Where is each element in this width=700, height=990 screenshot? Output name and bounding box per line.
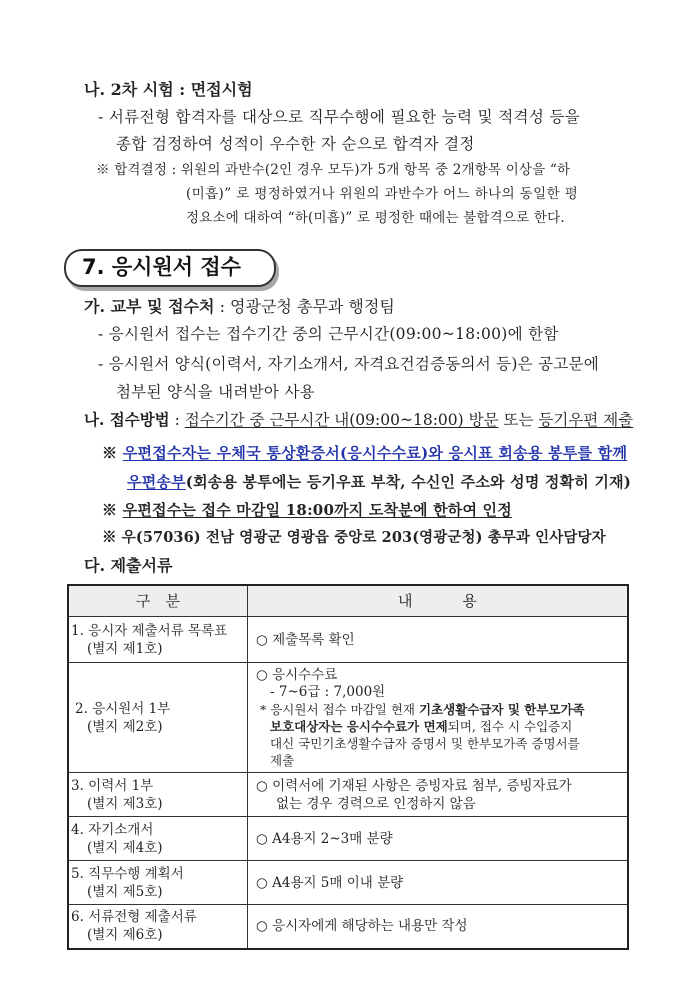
content-line2: - 7~6급 : 7,000원 [270, 683, 386, 700]
row-category [68, 861, 248, 905]
interview-heading-title: 면접시험 [190, 80, 253, 99]
ga-line [84, 297, 395, 317]
content-text: ○ A4용지 5매 이내 분량 [256, 874, 404, 891]
na-note1-line1 [102, 443, 627, 463]
table-row [68, 663, 628, 773]
row-category [68, 617, 248, 663]
table-row [68, 861, 628, 905]
category-line1: 5. 직무수행 계획서 [71, 865, 184, 882]
fee-note-prefix: * 응시원서 접수 마감일 현재 [260, 701, 419, 717]
interview-heading [84, 80, 253, 100]
content-line1: ○ 이력서에 기재된 사항은 증빙자료 첨부, 증빙자료가 [256, 777, 572, 794]
interview-note-line3: 정요소에 대하여 “하(미흡)” 로 평정한 때에는 불합격으로 한다. [186, 210, 565, 226]
category-line1: 2. 응시원서 1부 [75, 700, 171, 717]
ga-value: 영광군청 총무과 행정팀 [230, 297, 395, 316]
row-content [248, 663, 629, 773]
category-line2: (별지 제2호) [87, 718, 163, 735]
table-row [68, 773, 628, 817]
na-label: 나. 접수방법 [84, 410, 170, 429]
fee-waiver-note-line2 [254, 718, 621, 735]
ga-bullet2-line2: 첨부된 양식을 내려받아 사용 [116, 383, 315, 401]
header-category: 구 분 [68, 585, 248, 617]
category-line2: (별지 제5호) [87, 883, 163, 900]
na-note1-line2 [127, 472, 631, 492]
category-line2: (별지 제4호) [87, 839, 163, 856]
row-category [68, 817, 248, 861]
content-line2: 없는 경우 경력으로 인정하지 않음 [276, 795, 476, 812]
ga-bullet1: - 응시원서 접수는 접수기간 중의 근무시간(09:00~18:00)에 한함 [98, 325, 559, 343]
row-content [248, 905, 629, 949]
row-category [68, 663, 248, 773]
na-note1-blue-tail: 우편송부 [127, 473, 186, 491]
na-sep: : [169, 411, 185, 429]
fee-note-bold2: 보호대상자는 응시수수료가 면제 [270, 718, 448, 734]
row-category [68, 773, 248, 817]
content-text: ○ A4용지 2~3매 분량 [256, 830, 393, 847]
reference-mark-icon: ※ [102, 444, 123, 462]
fee-note-bold1: 기초생활수급자 및 한부모가족 [418, 701, 585, 717]
category-line1: 4. 자기소개서 [71, 821, 154, 838]
interview-note-line1: ※ 합격결정 : 위원의 과반수(2인 경우 모두)가 5개 항목 중 2개항목 이상을 “하 [96, 162, 571, 178]
interview-note-line2: (미흡)” 로 평정하였거나 위원의 과반수가 어느 하나의 동일한 평 [186, 186, 579, 202]
table-header-row [68, 585, 628, 617]
documents-table [67, 584, 629, 950]
category-line2: (별지 제3호) [87, 795, 163, 812]
category-line1: 3. 이력서 1부 [71, 777, 154, 794]
na-line [84, 410, 633, 430]
na-method-visit: 접수기간 중 근무시간 내(09:00~18:00) 방문 [184, 411, 499, 429]
na-method-or: 또는 [498, 411, 539, 429]
category-line2: (별지 제1호) [87, 640, 163, 657]
header-content: 내 용 [248, 585, 629, 617]
na-note1-blue-text: 우편접수자는 우체국 통상환증서(응시수수료)와 응시표 회송용 봉투를 함께 [122, 444, 628, 462]
fee-note-rest1: 되며, 접수 시 수입증지 [447, 718, 573, 734]
fee-note-rest2: 대신 국민기초생활수급자 증명서 및 한부모가족 증명서를 [270, 735, 580, 751]
table-row [68, 817, 628, 861]
na-note2-text: 우편접수는 접수 마감일 18:00까지 도착분에 한하여 인정 [122, 501, 512, 519]
row-category [68, 905, 248, 949]
row-content [248, 861, 629, 905]
section7-title: 7. 응시원서 접수 [82, 255, 241, 279]
ga-bullet2-line1: - 응시원서 양식(이력서, 자기소개서, 자격요건검증동의서 등)은 공고문에 [98, 355, 599, 373]
row-content [248, 817, 629, 861]
table-row [68, 617, 628, 663]
na-note1-rest: (회송용 봉투에는 등기우표 부착, 수신인 주소와 성명 정확히 기재) [185, 473, 632, 491]
row-content [248, 617, 629, 663]
na-note2 [102, 500, 512, 520]
interview-bullet-line1: - 서류전형 합격자를 대상으로 직무수행에 필요한 능력 및 적격성 등을 [98, 108, 581, 126]
row-content [248, 773, 629, 817]
interview-heading-prefix: 나. 2차 시험 : [84, 80, 191, 99]
ga-label: 가. 교부 및 접수처 [84, 297, 215, 316]
section7-heading-box [64, 249, 276, 287]
table-row [68, 905, 628, 949]
category-line1: 6. 서류전형 제출서류 [71, 909, 197, 926]
ga-sep: : [214, 297, 231, 316]
content-text: ○ 응시자에게 해당하는 내용만 작성 [256, 918, 468, 935]
na-method-mail: 등기우편 제출 [538, 411, 634, 429]
fee-note-rest3: 제출 [270, 752, 295, 768]
fee-waiver-note [254, 701, 621, 718]
content-text: ○ 제출목록 확인 [256, 631, 355, 648]
reference-mark-icon: ※ [102, 501, 123, 519]
category-line1: 1. 응시자 제출서류 목록표 [71, 622, 228, 639]
da-label: 다. 제출서류 [84, 556, 173, 575]
content-line1: ○ 응시수수료 [256, 666, 338, 683]
interview-bullet-line2: 종합 검정하여 성적이 우수한 자 순으로 합격자 결정 [116, 135, 475, 153]
na-note3: ※ 우(57036) 전남 영광군 영광읍 중앙로 203(영광군청) 총무과 인사담당자 [102, 529, 606, 546]
category-line2: (별지 제6호) [87, 927, 163, 944]
